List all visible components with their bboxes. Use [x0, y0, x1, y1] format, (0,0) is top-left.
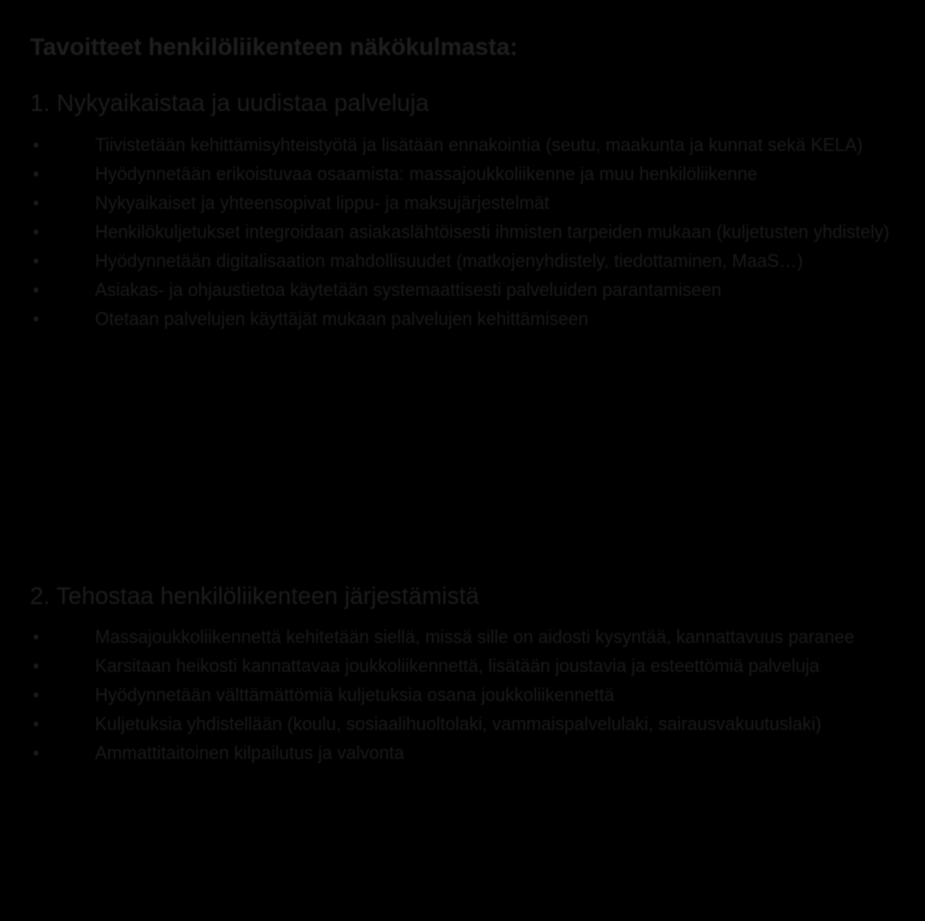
bullet-icon: •: [32, 251, 40, 271]
list-item: • Ammattitaitoinen kilpailutus ja valvonta: [30, 742, 910, 765]
list-item: • Hyödynnetään digitalisaation mahdollisuudet (matkojenyhdistely, tiedottaminen, MaaS…): [30, 250, 910, 273]
bullet-icon: •: [32, 656, 40, 676]
bullet-icon: •: [32, 222, 40, 242]
list-item: • Otetaan palvelujen käyttäjät mukaan palvelujen kehittämiseen: [30, 308, 910, 331]
list-item: • Hyödynnetään erikoistuvaa osaamista: massajoukkoliikenne ja muu henkilöliikenne: [30, 163, 910, 186]
list-item: • Karsitaan heikosti kannattavaa joukkoliikennettä, lisätään joustavia ja esteettömiä palveluja: [30, 655, 910, 678]
section-heading-2: 2. Tehostaa henkilöliikenteen järjestämistä: [30, 583, 480, 610]
list-item: • Nykyaikaiset ja yhteensopivat lippu- ja maksujärjestelmät: [30, 192, 910, 215]
bullet-icon: •: [32, 164, 40, 184]
list-item: • Henkilökuljetukset integroidaan asiakaslähtöisesti ihmisten tarpeiden mukaan (kuljetusten yhdistely): [30, 221, 910, 244]
list-item: • Tiivistetään kehittämisyhteistyötä ja lisätään ennakointia (seutu, maakunta ja kunnat sekä KELA): [30, 134, 910, 157]
section-1-bullet-list: [30, 134, 910, 337]
list-item: • Hyödynnetään välttämättömiä kuljetuksia osana joukkoliikennettä: [30, 684, 910, 707]
bullet-icon: •: [32, 135, 40, 155]
bullet-icon: •: [32, 714, 40, 734]
section-2-bullet-list: [30, 626, 910, 771]
bullet-icon: •: [32, 685, 40, 705]
bullet-icon: •: [32, 280, 40, 300]
section-heading-1: 1. Nykyaikaistaa ja uudistaa palveluja: [30, 90, 429, 117]
list-item: • Kuljetuksia yhdistellään (koulu, sosiaalihuoltolaki, vammaispalvelulaki, sairausvakuutuslaki): [30, 713, 910, 736]
list-item: • Asiakas- ja ohjaustietoa käytetään systemaattisesti palveluiden parantamiseen: [30, 279, 910, 302]
bullet-icon: •: [32, 193, 40, 213]
bullet-icon: •: [32, 743, 40, 763]
slide-title: Tavoitteet henkilöliikenteen näkökulmasta:: [30, 34, 518, 61]
bullet-icon: •: [32, 627, 40, 647]
list-item: • Massajoukkoliikennettä kehitetään siellä, missä sille on aidosti kysyntää, kannattavuus paranee: [30, 626, 910, 649]
bullet-icon: •: [32, 309, 40, 329]
